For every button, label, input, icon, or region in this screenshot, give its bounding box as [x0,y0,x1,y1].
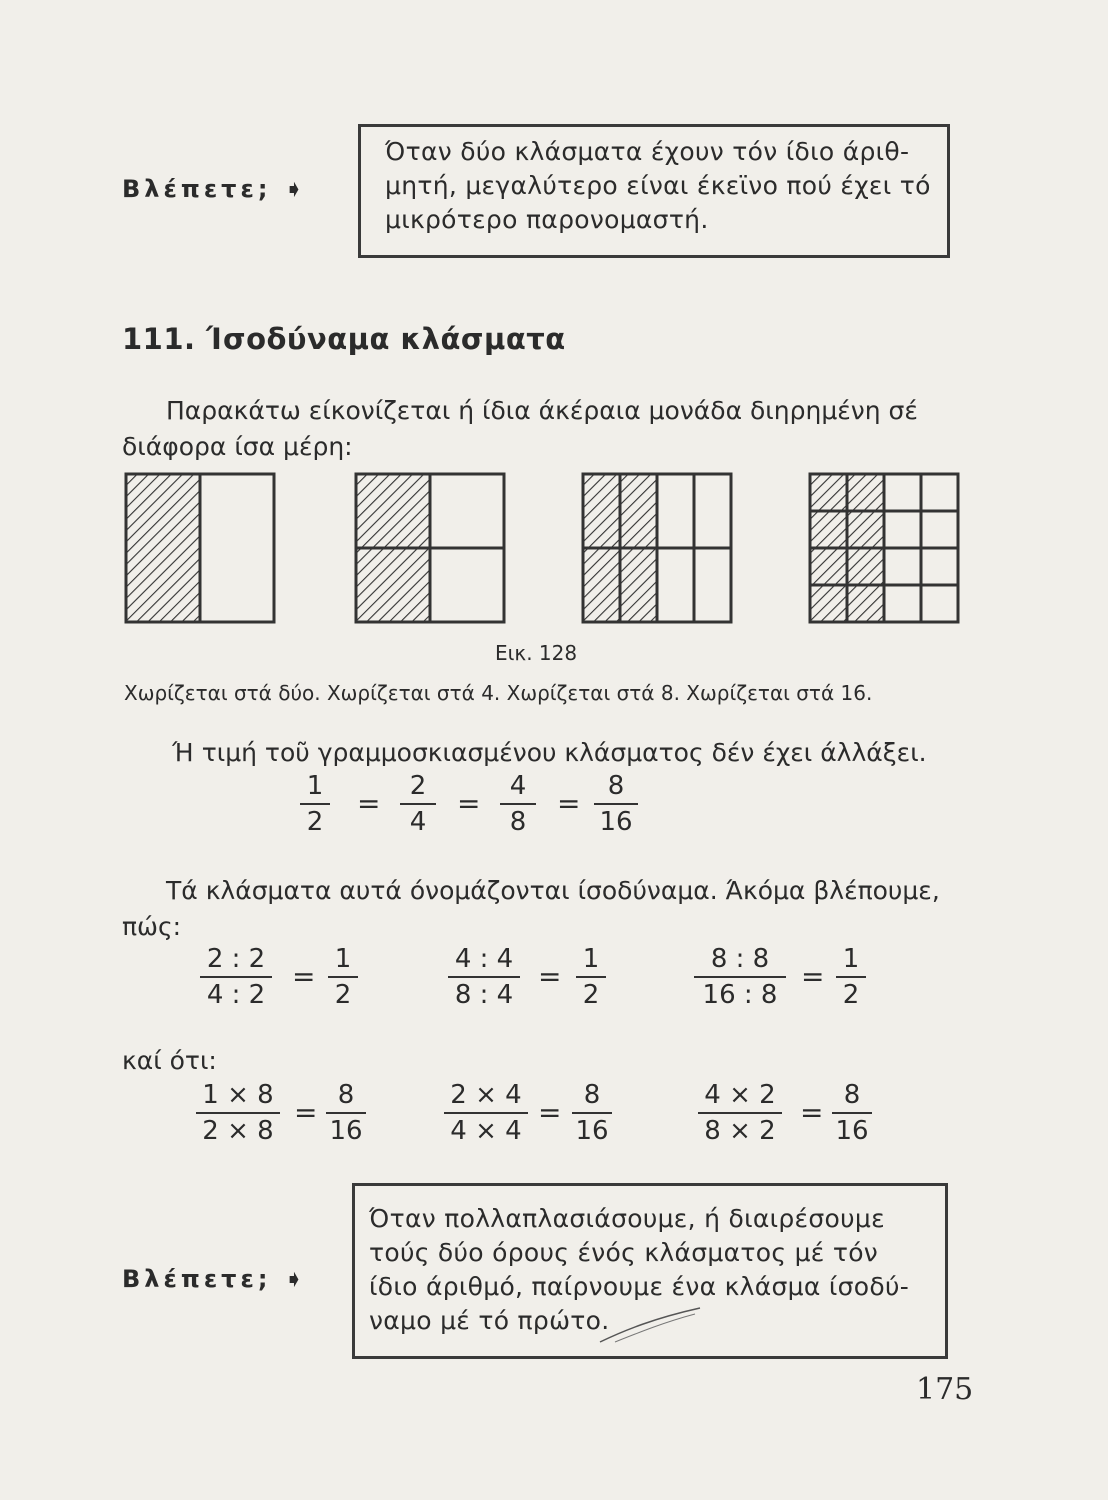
figure-label: Χωρίζεται στά 4. [326,681,501,705]
see-label-1 [122,175,304,203]
rule-box-2 [352,1183,948,1359]
equal-sign: = [538,960,562,993]
rule-box-2-line: ναμο μέ τό πρώτο. [369,1306,610,1335]
unit-square-halves [126,474,274,622]
multiplication-fraction [444,1080,528,1146]
numerator: 1 × 8 [202,1080,274,1110]
division-fraction [448,944,520,1010]
see-label-text: Βλέπετε; [122,175,272,203]
named-line: πώς: [122,912,182,941]
denominator: 16 : 8 [702,980,778,1010]
intro-line: Παρακάτω είκονίζεται ή ίδια άκέραια μονάδα διηρημένη σέ [166,396,918,425]
rule-box-2-line: τούς δύο όρους ένός κλάσματος μέ τόν [369,1238,879,1267]
figure-label: Χωρίζεται στά δύο. [124,681,321,705]
numerator: 4 : 4 [454,944,514,974]
numerator: 1 [582,944,600,974]
figure-labels [124,681,872,705]
denominator: 2 [334,980,352,1010]
division-fraction [200,944,272,1010]
equal-sign: = [292,960,316,993]
denominator: 2 [842,980,860,1010]
equal-sign: = [800,1096,824,1129]
numerator: 8 [583,1080,601,1110]
numerator: 4 [509,771,527,801]
equal-sign: = [457,787,481,820]
rule-box-1-line: μητή, μεγαλύτερο είναι έκεϊνο πού έχει τό [385,171,931,200]
numerator: 4 × 2 [704,1080,776,1110]
figure-label: Χωρίζεται στά 8. [506,681,680,705]
denominator: 8 : 4 [454,980,514,1010]
equal-sign: = [294,1096,318,1129]
numerator: 8 [337,1080,355,1110]
denominator: 2 × 8 [202,1116,274,1146]
numerator: 1 [842,944,860,974]
and-that-text: καί ότι: [122,1046,217,1075]
result-fraction [576,944,606,1010]
result-fraction [832,1080,872,1146]
section-title: 111. Ίσοδύναμα κλάσματα [122,322,566,356]
rule-box-2-line: Όταν πολλαπλασιάσουμε, ή διαιρέσουμε [369,1204,885,1233]
fraction [594,771,638,837]
numerator: 8 : 8 [710,944,770,974]
equal-sign: = [801,960,825,993]
denominator: 16 [835,1116,869,1146]
denominator: 16 [599,807,633,837]
denominator: 8 [509,807,527,837]
denominator: 16 [329,1116,363,1146]
named-paragraph [122,873,940,945]
equal-sign: = [357,787,381,820]
see-label-text: Βλέπετε; [122,1265,272,1293]
denominator: 2 [306,807,324,837]
see-label-2 [122,1265,304,1293]
multiplication-fraction [698,1080,782,1146]
named-line: Τά κλάσματα αυτά όνομάζονται ίσοδύναμα. Άκόμα βλέπουμε, [166,876,940,905]
page-number: 175 [916,1372,974,1407]
multiplication-fraction [196,1080,280,1146]
rule-box-1 [358,124,950,258]
result-fraction [326,1080,366,1146]
denominator: 8 × 2 [704,1116,776,1146]
intro-paragraph [122,393,918,465]
unit-square-sixteenths [810,474,958,622]
equal-sign: = [557,787,581,820]
unit-square-eighths [583,474,731,622]
numerator: 1 [306,771,324,801]
denominator: 2 [582,980,600,1010]
result-fraction [328,944,358,1010]
rule-box-1-text [385,135,931,237]
equal-sign: = [538,1096,562,1129]
fraction [500,771,536,837]
figure-label: Χωρίζεται στά 16. [686,681,873,705]
numerator: 8 [843,1080,861,1110]
unit-square-quarters [356,474,504,622]
result-fraction [836,944,866,1010]
figure-caption: Εικ. 128 [495,641,578,665]
intro-line: διάφορα ίσα μέρη: [122,432,353,461]
result-fraction [572,1080,612,1146]
denominator: 4 [409,807,427,837]
denominator: 16 [575,1116,609,1146]
fraction [300,771,330,837]
numerator: 1 [334,944,352,974]
numerator: 2 : 2 [206,944,266,974]
arrow-icon: ➧ [283,1265,304,1293]
rule-box-1-line: Όταν δύο κλάσματα έχουν τόν ίδιο άριθ- [385,137,910,166]
division-fraction [694,944,786,1010]
rule-box-2-line: ίδιο άριθμό, παίρνουμε ένα κλάσμα ίσοδύ- [369,1272,910,1301]
pen-stroke-mark [595,1306,705,1346]
fraction [400,771,436,837]
denominator: 4 : 2 [206,980,266,1010]
numerator: 2 [409,771,427,801]
rule-box-1-line: μικρότερο παρονομαστή. [385,205,709,234]
numerator: 2 × 4 [450,1080,522,1110]
value-line: Ή τιμή τοῦ γραμμοσκιασμένου κλάσματος δέν έχει άλλάξει. [172,738,927,767]
figure-128 [120,468,970,632]
denominator: 4 × 4 [450,1116,522,1146]
numerator: 8 [607,771,625,801]
arrow-icon: ➧ [283,175,304,203]
